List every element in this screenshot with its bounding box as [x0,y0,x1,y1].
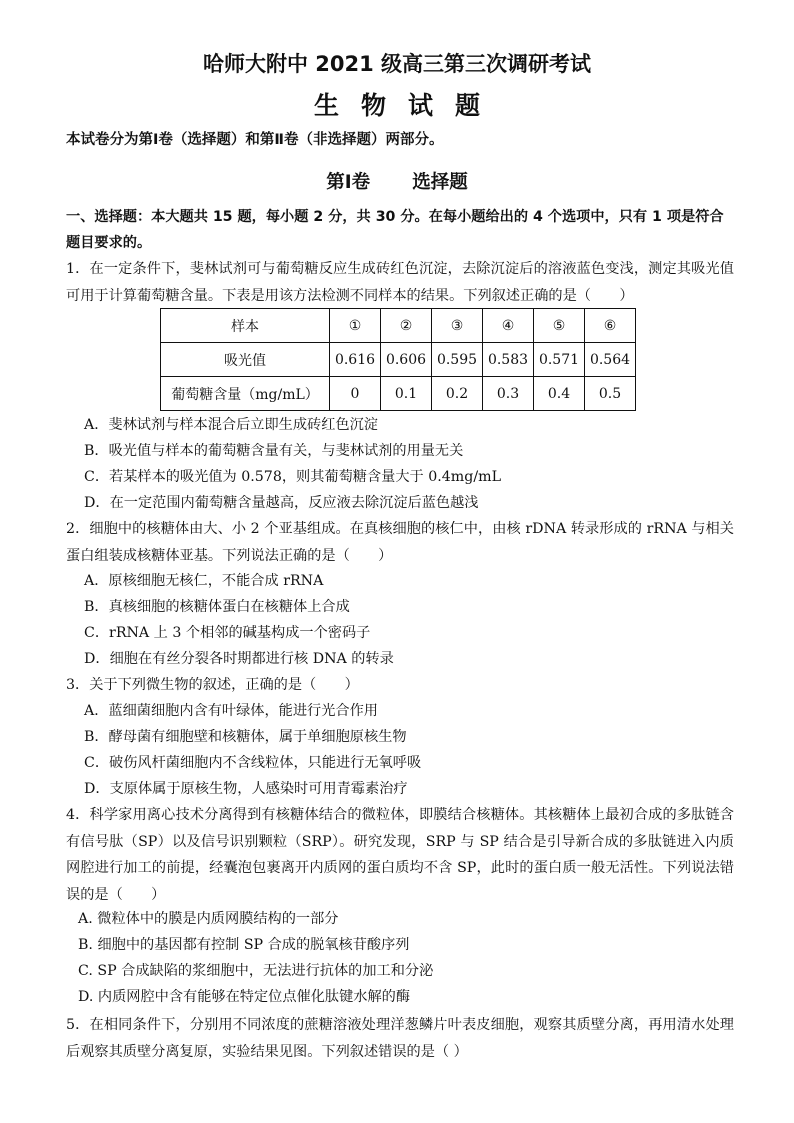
exam-title: 哈师大附中 2021 级高三第三次调研考试 [202,52,592,76]
question-3-text: 3．关于下列微生物的叙述，正确的是（ ） [66,677,359,693]
section-heading [0,168,794,194]
table-cell: 0 [330,377,381,411]
exam-intro: 本试卷分为第Ⅰ卷（选择题）和第Ⅱ卷（非选择题）两部分。 [66,132,444,148]
table-cell: 0.595 [432,343,483,377]
question-1-option-d: D．在一定范围内葡萄糖含量越高，反应液去除沉淀后蓝色越浅 [84,495,479,511]
table-cell: ⑥ [585,309,636,343]
question-3-option-a: A．蓝细菌细胞内含有叶绿体，能进行光合作用 [84,703,378,719]
question-4-option-d: D. 内质网腔中含有能够在特定位点催化肽键水解的酶 [78,989,411,1005]
question-2-text: 2．细胞中的核糖体由大、小 2 个亚基组成。在真核细胞的核仁中，由核 rDNA 转录形成的 rRNA 与相关蛋白组装成核糖体亚基。下列说法正确的是（ ） [66,521,734,564]
section-instructions: 一、选择题：本大题共 15 题，每小题 2 分，共 30 分。在每小题给出的 4 个选项中，只有 1 项是符合题目要求的。 [66,209,724,251]
question-4-option-b: B. 细胞中的基因都有控制 SP 合成的脱氧核苷酸序列 [78,937,410,953]
question-1-option-b: B．吸光值与样本的葡萄糖含量有关，与斐林试剂的用量无关 [84,443,464,459]
table-row [161,343,636,377]
table-cell: ① [330,309,381,343]
question-2-option-a: A．原核细胞无核仁，不能合成 rRNA [84,573,324,589]
question-3-option-d: D．支原体属于原核生物，人感染时可用青霉素治疗 [84,781,408,797]
question-5-text: 5．在相同条件下，分别用不同浓度的蔗糖溶液处理洋葱鳞片叶表皮细胞，观察其质壁分离，再用清水处理后观察其质壁分离复原，实验结果见图。下列叙述错误的是（ ） [66,1017,734,1060]
table-cell: 0.1 [381,377,432,411]
exam-subject: 生物试题 [313,91,502,120]
table-cell: ③ [432,309,483,343]
question-2-option-c: C．rRNA 上 3 个相邻的碱基构成一个密码子 [84,625,371,641]
section-name: 选择题 [412,172,468,193]
table-cell: ④ [483,309,534,343]
table-row-label: 吸光值 [161,343,330,377]
question-1-text: 1．在一定条件下，斐林试剂可与葡萄糖反应生成砖红色沉淀，去除沉淀后的溶液蓝色变浅，测定其吸光值可用于计算葡萄糖含量。下表是用该方法检测不同样本的结果。下列叙述正确的是（ ） [66,261,734,304]
question-2-option-d: D．细胞在有丝分裂各时期都进行核 DNA 的转录 [84,651,394,667]
question-1-option-c: C．若某样本的吸光值为 0.578，则其葡萄糖含量大于 0.4mg/mL [84,469,501,485]
table-cell: 0.4 [534,377,585,411]
section-part: 第Ⅰ卷 [326,172,371,193]
table-cell: 0.564 [585,343,636,377]
table-cell: ⑤ [534,309,585,343]
question-1-option-a: A．斐林试剂与样本混合后立即生成砖红色沉淀 [84,417,378,433]
question-3-option-b: B．酵母菌有细胞壁和核糖体，属于单细胞原核生物 [84,729,407,745]
question-4-text: 4．科学家用离心技术分离得到有核糖体结合的微粒体，即膜结合核糖体。其核糖体上最初合成的多肽链含有信号肽（SP）以及信号识别颗粒（SRP）。研究发现，SRP 与 SP 结合是引导新合成的多肽链进入内质网腔进行加工的前提，经囊泡包裹离开内质网的蛋白质均不含 SP，此时的蛋白质一般无活性。下列说法错误的是（ ） [66,807,734,903]
question-3-option-c: C．破伤风杆菌细胞内不含线粒体，只能进行无氧呼吸 [84,755,422,771]
question-4-option-a: A. 微粒体中的膜是内质网膜结构的一部分 [78,911,339,927]
table-cell: 0.606 [381,343,432,377]
table-cell: ② [381,309,432,343]
table-row-label: 葡萄糖含量（mg/mL） [161,377,330,411]
table-cell: 0.5 [585,377,636,411]
table-cell: 0.571 [534,343,585,377]
table-row-label: 样本 [161,309,330,343]
question-2-option-b: B．真核细胞的核糖体蛋白在核糖体上合成 [84,599,350,615]
table-cell: 0.3 [483,377,534,411]
table-cell: 0.616 [330,343,381,377]
absorbance-table [160,308,636,411]
table-row [161,377,636,411]
table-cell: 0.2 [432,377,483,411]
table-cell: 0.583 [483,343,534,377]
table-row [161,309,636,343]
question-4-option-c: C. SP 合成缺陷的浆细胞中，无法进行抗体的加工和分泌 [78,963,434,979]
